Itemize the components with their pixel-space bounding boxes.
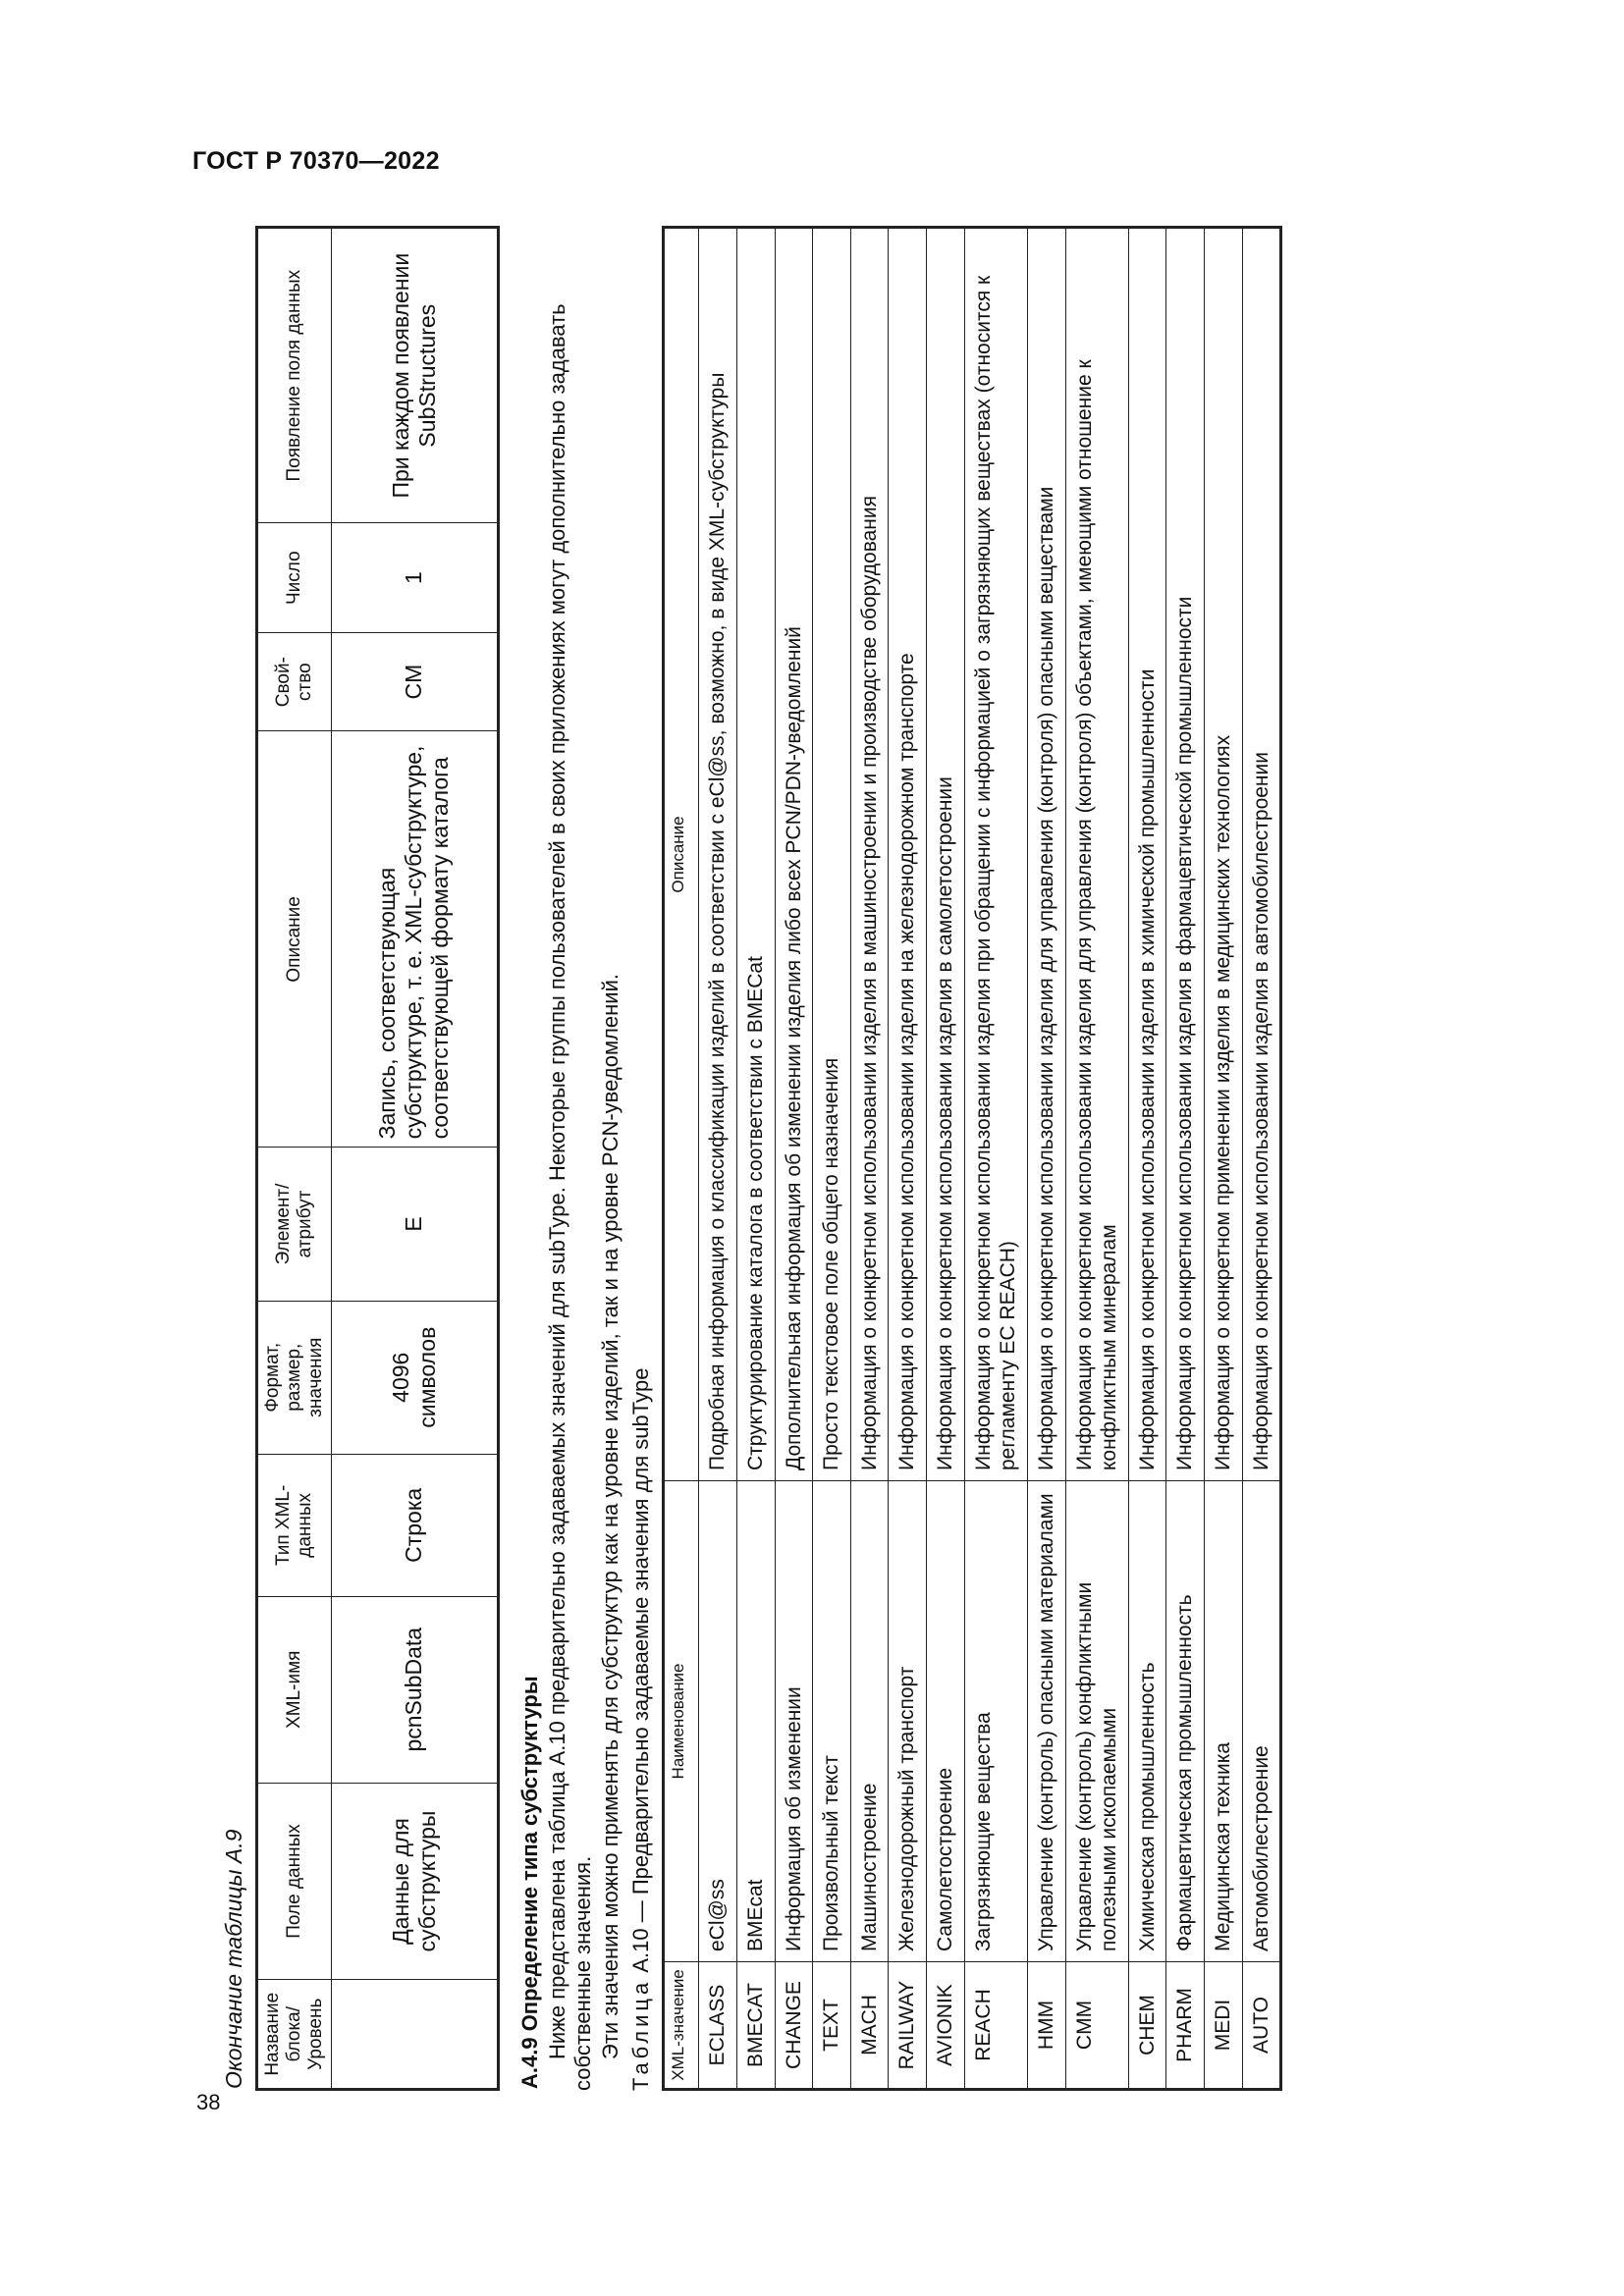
name-cell: BMEcat <box>737 1481 776 1962</box>
table-a9-cell: pcnSubData <box>331 1596 498 1783</box>
xml-value-cell: HMM <box>1027 1962 1065 2090</box>
section-paragraph: Эти значения можно применять для субструктур как на уровне изделий, так и на уровне PCN-уведомлений. <box>597 974 623 2059</box>
description-cell: Информация о конкретном использовании изделия в химической промышленности <box>1128 228 1166 1481</box>
xml-value-cell: TEXT <box>813 1962 851 2090</box>
table-a9-cell: Строка <box>331 1454 498 1596</box>
section-a49 <box>517 226 623 2091</box>
description-cell: Информация о конкретном использовании изделия в машиностроении и производстве оборудования <box>850 228 889 1481</box>
table-row <box>927 228 965 2090</box>
table-row <box>1204 228 1242 2090</box>
xml-value-cell: MEDI <box>1204 1962 1242 2090</box>
table-a9-cell: 4096 символов <box>331 1301 498 1454</box>
name-cell: Машиностроение <box>850 1481 889 1962</box>
xml-value-cell: AVIONIK <box>927 1962 965 2090</box>
table-row <box>1027 228 1065 2090</box>
name-cell: Информация об изменении <box>775 1481 813 1962</box>
description-cell: Информация о конкретном использовании изделия в фармацевтической промышленности <box>1166 228 1205 1481</box>
xml-value-cell: MACH <box>850 1962 889 2090</box>
table-a9-header-cell: Тип XML-данных <box>257 1454 332 1596</box>
table-a9-caption: Окончание таблицы А.9 <box>221 1829 246 2089</box>
table-a9-header-cell: Число <box>257 523 332 633</box>
table-a10-header-row <box>664 228 699 2090</box>
xml-value-cell: ECLASS <box>699 1962 737 2090</box>
name-cell: Самолетостроение <box>927 1481 965 1962</box>
description-cell: Структурирование каталога в соответствии с BMECat <box>737 228 776 1481</box>
table-a10 <box>662 226 1282 2091</box>
xml-value-cell: PHARM <box>1166 1962 1205 2090</box>
table-a10-header-cell: XML-значение <box>664 1962 699 2090</box>
xml-value-cell: AUTO <box>1242 1962 1281 2090</box>
xml-value-cell: REACH <box>964 1962 1027 2090</box>
table-a9-cell: При каждом появлении SubStructures <box>331 228 498 523</box>
name-cell: eCl@ss <box>699 1481 737 1962</box>
xml-value-cell: RAILWAY <box>889 1962 927 2090</box>
description-cell: Информация о конкретном использовании изделия в самолетостроении <box>927 228 965 1481</box>
description-cell: Информация о конкретном применении изделия в медицинских технологиях <box>1204 228 1242 1481</box>
table-a9-cell: 1 <box>331 523 498 633</box>
description-cell: Подробная информация о классификации изделий в соответствии с eCl@ss, возможно, в виде XML-субструктуры <box>699 228 737 1481</box>
table-a9-cell <box>331 1980 498 2090</box>
table-a9-cell: Данные для субструктуры <box>331 1783 498 1980</box>
section-paragraph: Ниже представлена таблица А.10 предварительно задаваемых значений для subType. Некоторые группы пользователей в своих приложениях могут дополнительно задавать собственные значения. <box>544 303 595 2091</box>
name-cell: Железнодорожный транспорт <box>889 1481 927 1962</box>
rotated-content <box>221 226 1492 2091</box>
name-cell: Автомобилестроение <box>1242 1481 1281 1962</box>
name-cell: Фармацевтическая промышленность <box>1166 1481 1205 1962</box>
table-row <box>889 228 927 2090</box>
name-cell: Управление (контроль) опасными материалами <box>1027 1481 1065 1962</box>
name-cell: Управление (контроль) конфликтными полезными ископаемыми <box>1065 1481 1128 1962</box>
description-cell: Дополнительная информация об изменении изделия либо всех PCN/PDN-уведомлений <box>775 228 813 1481</box>
table-row <box>1065 228 1128 2090</box>
table-a9-cell: E <box>331 1148 498 1301</box>
table-row <box>813 228 851 2090</box>
table-a9-header-cell: Свой-ство <box>257 632 332 730</box>
table-row <box>850 228 889 2090</box>
page-number: 38 <box>196 2090 221 2114</box>
description-cell: Информация о конкретном использовании изделия для управления (контроля) объектами, имеющими отношение к конфликтным минералам <box>1065 228 1128 1481</box>
table-a9-cell: CM <box>331 632 498 730</box>
table-row <box>1166 228 1205 2090</box>
description-cell: Информация о конкретном использовании изделия на железнодорожном транспорте <box>889 228 927 1481</box>
table-a9-header-cell: Элемент/ атрибут <box>257 1148 332 1301</box>
table-row <box>964 228 1027 2090</box>
table-row <box>775 228 813 2090</box>
xml-value-cell: CHANGE <box>775 1962 813 2090</box>
table-a10-header-cell: Описание <box>664 228 699 1481</box>
table-a9 <box>255 226 500 2091</box>
table-a10-caption: Таблица А.10 — Предварительно задаваемые значения для subType <box>628 1367 654 2091</box>
table-a9-header-cell: Поле данных <box>257 1783 332 1980</box>
name-cell: Загрязняющие вещества <box>964 1481 1027 1962</box>
table-a9-cell: Запись, соответствующая субструктуре, т. е. XML-субструктуре, соответствующей формату каталога <box>331 731 498 1148</box>
table-a9-header-cell: Появление поля данных <box>257 228 332 523</box>
table-row <box>1242 228 1281 2090</box>
table-a9-header-cell: XML-имя <box>257 1596 332 1783</box>
name-cell: Произвольный текст <box>813 1481 851 1962</box>
table-row <box>699 228 737 2090</box>
name-cell: Медицинская техника <box>1204 1481 1242 1962</box>
table-a9-header-cell: Формат, размер, значения <box>257 1301 332 1454</box>
description-cell: Информация о конкретном использовании изделия для управления (контроля) опасными веществами <box>1027 228 1065 1481</box>
table-a9-header-cell: Описание <box>257 731 332 1148</box>
table-row <box>1128 228 1166 2090</box>
xml-value-cell: CMM <box>1065 1962 1128 2090</box>
table-a9-header-cell: Название блока/ Уровень <box>257 1980 332 2090</box>
document-header: ГОСТ Р 70370—2022 <box>192 147 440 175</box>
table-a9-header-row <box>257 228 332 2090</box>
description-cell: Просто текстовое поле общего назначения <box>813 228 851 1481</box>
table-row <box>737 228 776 2090</box>
table-row <box>331 228 498 2090</box>
xml-value-cell: CHEM <box>1128 1962 1166 2090</box>
description-cell: Информация о конкретном использовании изделия в автомобилестроении <box>1242 228 1281 1481</box>
name-cell: Химическая промышленность <box>1128 1481 1166 1962</box>
section-heading: А.4.9 Определение типа субструктуры <box>516 1676 542 2089</box>
description-cell: Информация о конкретном использовании изделия при обращении с информацией о загрязняющих веществах (относится к регламенту ЕС REACH) <box>964 228 1027 1481</box>
xml-value-cell: BMECAT <box>737 1962 776 2090</box>
table-a10-header-cell: Наименование <box>664 1481 699 1962</box>
